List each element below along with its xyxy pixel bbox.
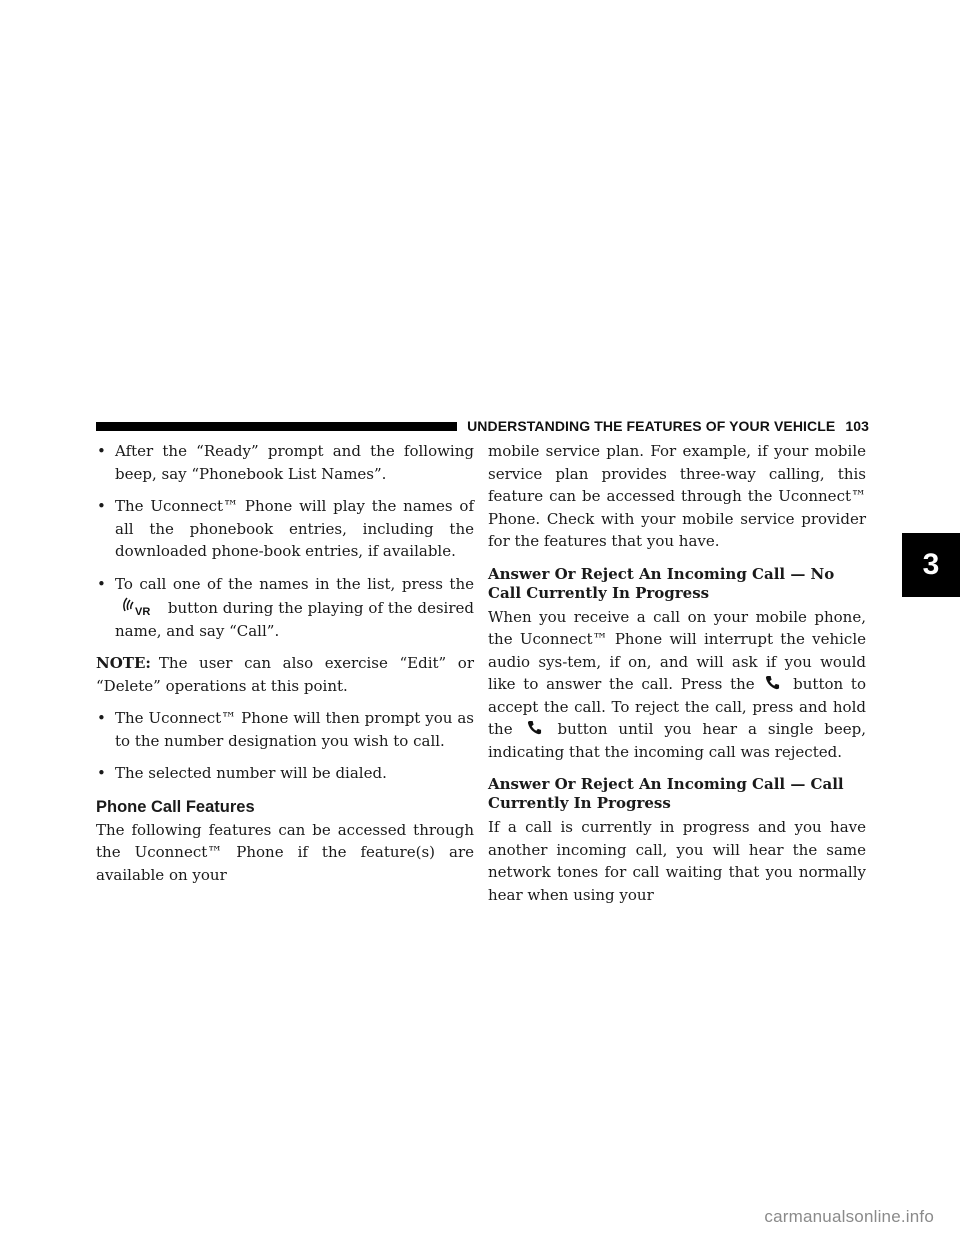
subsection-heading: Answer Or Reject An Incoming Call — Call Currently In Progress [488, 775, 844, 812]
subsection-paragraph: If a call is currently in progress and you have another incoming call, you will hear the same network tones for call waiting that you normally hear when using your [488, 818, 866, 904]
list-item-text-continued: button during the playing of the desired name, and say “Call”. [115, 599, 474, 640]
right-column [488, 440, 866, 906]
list-item [96, 762, 474, 785]
voice-recognition-icon [118, 595, 158, 617]
phone-icon [527, 720, 542, 735]
subsection-paragraph [488, 606, 866, 764]
list-item [96, 495, 474, 563]
section-heading: Phone Call Features [96, 797, 255, 816]
continued-paragraph: mobile service plan. For example, if your mobile service plan provides three-way calling, this feature can be accessed through the Uconnect™ Phone. Check with your mobile service provider for the features that you have. [488, 442, 866, 550]
list-item [96, 573, 474, 643]
bullet-marker: • [97, 497, 106, 515]
page-number: 103 [845, 418, 869, 434]
watermark: carmanualsonline.info [764, 1207, 934, 1226]
list-item [96, 707, 474, 752]
bullet-marker: • [97, 709, 106, 727]
bullet-marker: • [97, 764, 106, 782]
header-title-text: UNDERSTANDING THE FEATURES OF YOUR VEHICLE [467, 418, 836, 434]
list-item-text: The Uconnect™ Phone will play the names of all the phonebook entries, including the downloaded phone-book entries, if available. [115, 497, 474, 560]
note-text: The user can also exercise “Edit” or “Delete” operations at this point. [96, 654, 474, 695]
list-item-text: The Uconnect™ Phone will then prompt you as to the number designation you wish to call. [115, 709, 474, 750]
subsection-heading: Answer Or Reject An Incoming Call — No Call Currently In Progress [488, 564, 835, 602]
list-item-text: After the “Ready” prompt and the following beep, say “Phonebook List Names”. [115, 442, 474, 483]
running-header [457, 417, 869, 435]
svg-text:VR: VR [135, 606, 151, 617]
list-item-text: To call one of the names in the list, press the [115, 574, 474, 593]
left-column [96, 440, 474, 886]
bullet-marker: • [97, 574, 106, 593]
note-label: NOTE: [96, 654, 151, 672]
list-item-text: The selected number will be dialed. [115, 764, 387, 782]
phone-icon [765, 675, 780, 690]
chapter-tab: 3 [902, 533, 960, 597]
bullet-marker: • [97, 442, 106, 460]
note [96, 652, 474, 697]
paragraph-text: button until you hear a single beep, indicating that the incoming call was rejected. [488, 720, 866, 761]
paragraph-text: button to accept the call. To reject the call, press and hold the [488, 675, 866, 738]
section-paragraph: The following features can be accessed through the Uconnect™ Phone if the feature(s) are available on your [96, 820, 474, 884]
list-item [96, 440, 474, 485]
paragraph-text: When you receive a call on your mobile phone, the Uconnect™ Phone will interrupt the vehicle audio sys-tem, if on, and will ask if you would like to answer the call. Press the [488, 607, 866, 693]
